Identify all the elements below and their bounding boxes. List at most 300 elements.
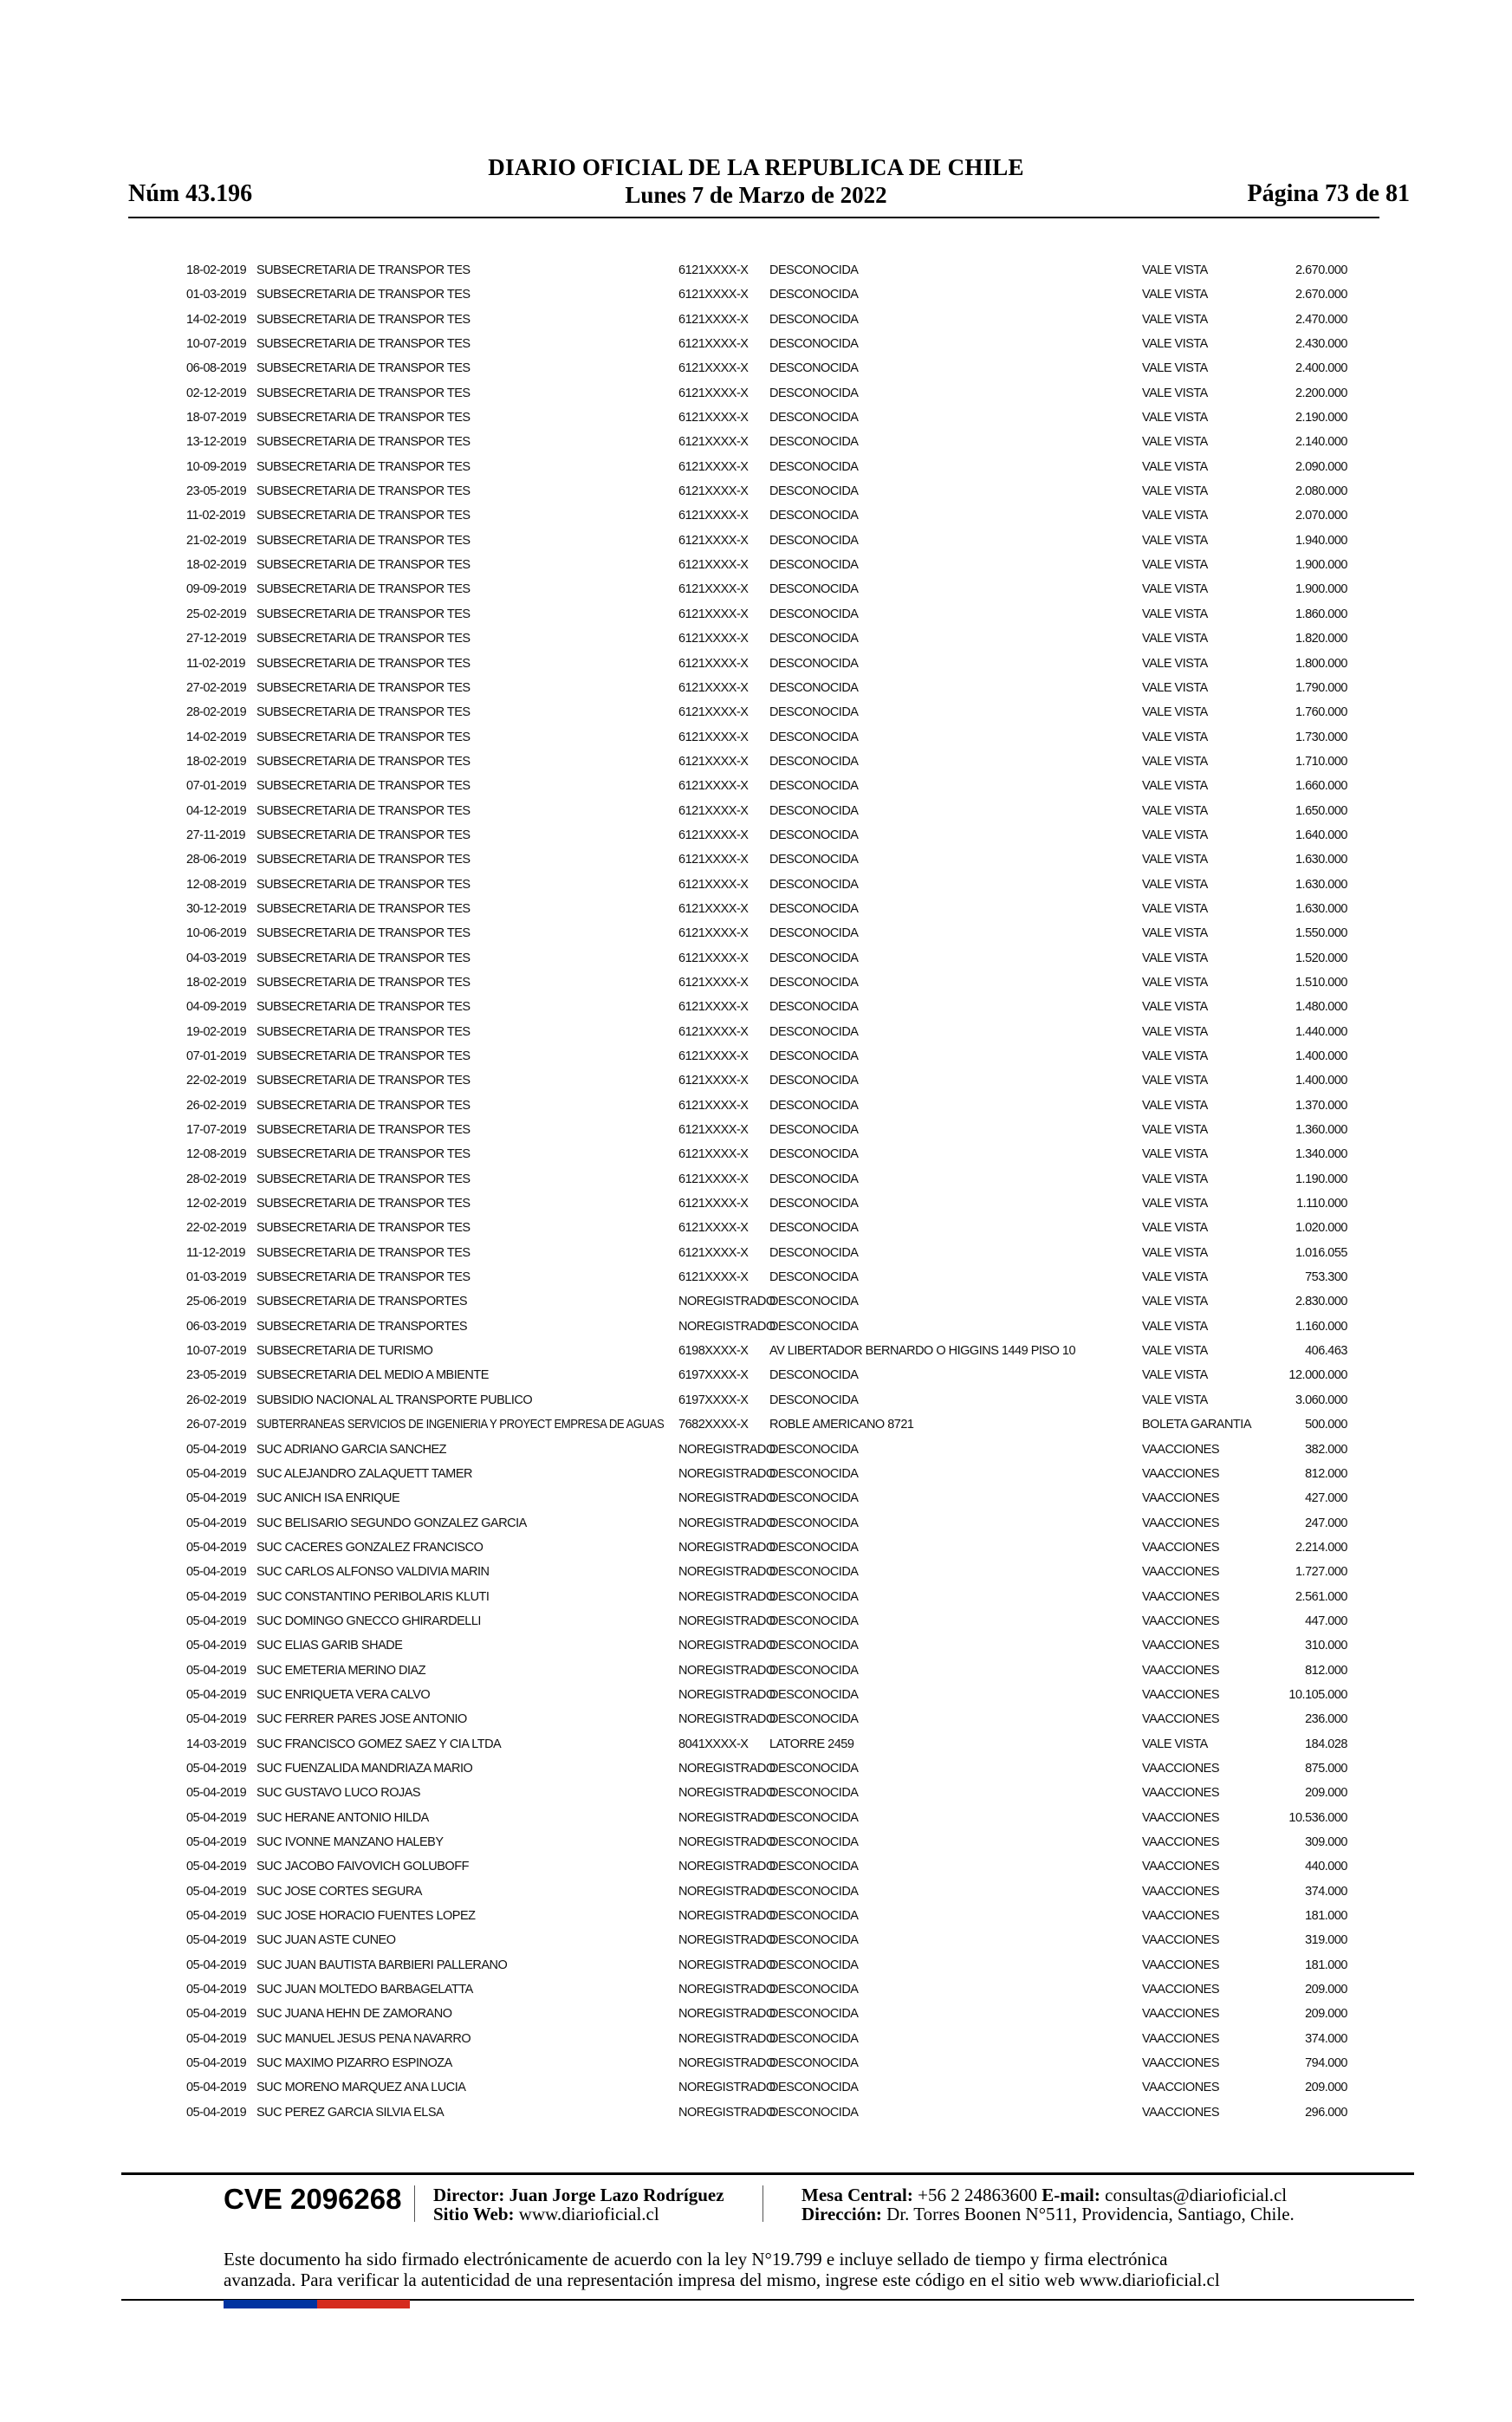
address-cell: DESCONOCIDA [769, 558, 859, 573]
date-cell: 30-12-2019 [186, 901, 247, 916]
table-row [0, 1339, 1512, 1363]
rut-cell: NOREGISTRADO [678, 2031, 775, 2046]
date-cell: 05-04-2019 [186, 1614, 247, 1628]
table-row [0, 774, 1512, 798]
date-cell: 28-02-2019 [186, 705, 247, 720]
amount-cell: 209.000 [1305, 2007, 1347, 2022]
date-cell: 05-04-2019 [186, 2031, 247, 2046]
name-cell: SUBSECRETARIA DE TRANSPOR TES [256, 951, 470, 965]
address-cell: DESCONOCIDA [769, 1540, 859, 1555]
rut-cell: NOREGISTRADO [678, 2007, 775, 2022]
type-cell: VAACCIONES [1142, 1810, 1220, 1825]
name-cell: SUBSECRETARIA DE TRANSPOR TES [256, 435, 470, 450]
name-cell: SUBSECRETARIA DE TRANSPOR TES [256, 411, 470, 425]
amount-cell: 447.000 [1305, 1614, 1347, 1628]
address-cell: DESCONOCIDA [769, 1884, 859, 1899]
date-cell: 05-04-2019 [186, 1466, 247, 1481]
table-row [0, 430, 1512, 454]
amount-cell: 2.561.000 [1295, 1589, 1347, 1604]
name-cell: SUBSECRETARIA DE TRANSPOR TES [256, 705, 470, 720]
rut-cell: NOREGISTRADO [678, 1860, 775, 1874]
date-cell: 12-08-2019 [186, 1147, 247, 1162]
rut-cell: 6121XXXX-X [678, 754, 749, 769]
type-cell: VAACCIONES [1142, 1614, 1220, 1628]
name-cell: SUBSECRETARIA DEL MEDIO A MBIENTE [256, 1368, 489, 1383]
header-divider [128, 217, 1379, 218]
type-cell: VALE VISTA [1142, 877, 1208, 892]
name-cell: SUBSECRETARIA DE TRANSPOR TES [256, 877, 470, 892]
amount-cell: 406.463 [1305, 1344, 1347, 1359]
date-cell: 10-07-2019 [186, 337, 247, 352]
date-cell: 09-09-2019 [186, 582, 247, 597]
amount-cell: 309.000 [1305, 1835, 1347, 1849]
name-cell: SUC ELIAS GARIB SHADE [256, 1639, 403, 1653]
address-cell: DESCONOCIDA [769, 1639, 859, 1653]
address-cell: DESCONOCIDA [769, 951, 859, 965]
email-label: E-mail: [1042, 2185, 1100, 2205]
name-cell: SUBSECRETARIA DE TRANSPORTES [256, 1295, 468, 1309]
name-cell: SUC ENRIQUETA VERA CALVO [256, 1687, 431, 1702]
rut-cell: NOREGISTRADO [678, 1614, 775, 1628]
type-cell: VALE VISTA [1142, 411, 1208, 425]
rut-cell: 6121XXXX-X [678, 680, 749, 695]
date-cell: 27-11-2019 [186, 828, 246, 842]
type-cell: VALE VISTA [1142, 386, 1208, 400]
table-row [0, 577, 1512, 601]
amount-cell: 1.900.000 [1295, 582, 1347, 597]
rut-cell: 6121XXXX-X [678, 1221, 749, 1236]
amount-cell: 1.940.000 [1295, 533, 1347, 548]
table-row [0, 1560, 1512, 1584]
rut-cell: 6121XXXX-X [678, 1270, 749, 1285]
name-cell: SUBSECRETARIA DE TRANSPOR TES [256, 607, 470, 621]
name-cell: SUBSECRETARIA DE TRANSPOR TES [256, 337, 470, 352]
type-cell: VAACCIONES [1142, 1639, 1220, 1653]
amount-cell: 1.630.000 [1295, 901, 1347, 916]
footer-separator [414, 2185, 415, 2222]
date-cell: 18-07-2019 [186, 411, 247, 425]
rut-cell: 6121XXXX-X [678, 1049, 749, 1063]
type-cell: VAACCIONES [1142, 1983, 1220, 1997]
amount-cell: 10.536.000 [1288, 1810, 1347, 1825]
type-cell: VALE VISTA [1142, 484, 1208, 499]
name-cell: SUC ADRIANO GARCIA SANCHEZ [256, 1442, 447, 1457]
type-cell: VALE VISTA [1142, 632, 1208, 646]
amount-cell: 2.214.000 [1295, 1540, 1347, 1555]
table-row [0, 308, 1512, 332]
rut-cell: 6198XXXX-X [678, 1344, 749, 1359]
type-cell: VALE VISTA [1142, 1295, 1208, 1309]
type-cell: VALE VISTA [1142, 901, 1208, 916]
date-cell: 23-05-2019 [186, 484, 247, 499]
flag-blue-segment [224, 2300, 317, 2308]
type-cell: VAACCIONES [1142, 2105, 1220, 2120]
type-cell: VAACCIONES [1142, 1835, 1220, 1849]
amount-cell: 1.710.000 [1295, 754, 1347, 769]
amount-cell: 794.000 [1305, 2056, 1347, 2071]
date-cell: 17-07-2019 [186, 1123, 247, 1138]
address-cell: DESCONOCIDA [769, 754, 859, 769]
address-cell: DESCONOCIDA [769, 1589, 859, 1604]
name-cell: SUBSECRETARIA DE TRANSPOR TES [256, 975, 470, 990]
amount-cell: 296.000 [1305, 2105, 1347, 2120]
type-cell: VALE VISTA [1142, 263, 1208, 277]
rut-cell: 6121XXXX-X [678, 853, 749, 867]
amount-cell: 181.000 [1305, 1958, 1347, 1972]
name-cell: SUC FUENZALIDA MANDRIAZA MARIO [256, 1761, 473, 1776]
amount-cell: 427.000 [1305, 1491, 1347, 1506]
name-cell: SUBSECRETARIA DE TRANSPOR TES [256, 1098, 470, 1113]
date-cell: 11-02-2019 [186, 509, 246, 523]
rut-cell: 7682XXXX-X [678, 1418, 749, 1432]
address-cell: DESCONOCIDA [769, 435, 859, 450]
type-cell: VALE VISTA [1142, 1245, 1208, 1260]
amount-cell: 1.760.000 [1295, 705, 1347, 720]
rut-cell: 6121XXXX-X [678, 263, 749, 277]
type-cell: VALE VISTA [1142, 1368, 1208, 1383]
site-label: Sitio Web: [433, 2204, 515, 2224]
name-cell: SUBSECRETARIA DE TURISMO [256, 1344, 433, 1359]
rut-cell: 6121XXXX-X [678, 337, 749, 352]
type-cell: VALE VISTA [1142, 459, 1208, 474]
amount-cell: 1.520.000 [1295, 951, 1347, 965]
address-cell: DESCONOCIDA [769, 853, 859, 867]
rut-cell: NOREGISTRADO [678, 1491, 775, 1506]
amount-cell: 374.000 [1305, 2031, 1347, 2046]
table-row [0, 873, 1512, 897]
name-cell: SUBSECRETARIA DE TRANSPOR TES [256, 361, 470, 376]
table-row [0, 1928, 1512, 1952]
table-row [0, 700, 1512, 724]
name-cell: SUBSECRETARIA DE TRANSPOR TES [256, 1074, 470, 1088]
type-cell: VALE VISTA [1142, 1270, 1208, 1285]
rut-cell: 6121XXXX-X [678, 533, 749, 548]
address-cell: DESCONOCIDA [769, 680, 859, 695]
amount-cell: 812.000 [1305, 1466, 1347, 1481]
rut-cell: NOREGISTRADO [678, 1835, 775, 1849]
date-cell: 05-04-2019 [186, 1958, 247, 1972]
rut-cell: 6121XXXX-X [678, 730, 749, 744]
address-cell: DESCONOCIDA [769, 2105, 859, 2120]
date-cell: 05-04-2019 [186, 1761, 247, 1776]
name-cell: SUBSECRETARIA DE TRANSPOR TES [256, 1024, 470, 1039]
address-cell: DESCONOCIDA [769, 533, 859, 548]
name-cell: SUC JUAN BAUTISTA BARBIERI PALLERANO [256, 1958, 508, 1972]
cve-code: CVE 2096268 [224, 2183, 402, 2215]
name-cell: SUC JUANA HEHN DE ZAMORANO [256, 2007, 452, 2022]
name-cell: SUBSECRETARIA DE TRANSPOR TES [256, 1245, 470, 1260]
name-cell: SUC PEREZ GARCIA SILVIA ELSA [256, 2105, 445, 2120]
rut-cell: 6121XXXX-X [678, 361, 749, 376]
date-cell: 05-04-2019 [186, 1442, 247, 1457]
rut-cell: 6121XXXX-X [678, 877, 749, 892]
table-row [0, 725, 1512, 750]
address-cell: DESCONOCIDA [769, 1098, 859, 1113]
date-cell: 11-12-2019 [186, 1245, 246, 1260]
date-cell: 05-04-2019 [186, 1663, 247, 1678]
address-cell: DESCONOCIDA [769, 2031, 859, 2046]
address-cell: DESCONOCIDA [769, 632, 859, 646]
address-cell: DESCONOCIDA [769, 1712, 859, 1727]
date-cell: 18-02-2019 [186, 975, 247, 990]
table-row [0, 1241, 1512, 1265]
address-cell: DESCONOCIDA [769, 779, 859, 794]
email-link[interactable]: consultas@diarioficial.cl [1105, 2185, 1288, 2205]
amount-cell: 1.640.000 [1295, 828, 1347, 842]
name-cell: SUBSECRETARIA DE TRANSPOR TES [256, 754, 470, 769]
table-row [0, 1438, 1512, 1462]
mesa-label: Mesa Central: [801, 2185, 913, 2205]
rut-cell: NOREGISTRADO [678, 1786, 775, 1801]
date-cell: 26-02-2019 [186, 1098, 247, 1113]
table-row [0, 1192, 1512, 1216]
amount-cell: 1.360.000 [1295, 1123, 1347, 1138]
date-cell: 14-02-2019 [186, 312, 247, 327]
table-row [0, 2101, 1512, 2125]
type-cell: VALE VISTA [1142, 828, 1208, 842]
amount-cell: 310.000 [1305, 1639, 1347, 1653]
rut-cell: 6121XXXX-X [678, 1245, 749, 1260]
date-cell: 22-02-2019 [186, 1074, 247, 1088]
table-row [0, 282, 1512, 307]
address-cell: DESCONOCIDA [769, 1687, 859, 1702]
table-row [0, 1659, 1512, 1683]
flag-stripe [224, 2300, 410, 2308]
date-cell: 01-03-2019 [186, 1270, 247, 1285]
amount-cell: 1.727.000 [1295, 1565, 1347, 1580]
amount-cell: 2.430.000 [1295, 337, 1347, 352]
type-cell: VAACCIONES [1142, 1860, 1220, 1874]
amount-cell: 2.080.000 [1295, 484, 1347, 499]
date-cell: 27-02-2019 [186, 680, 247, 695]
rut-cell: 6121XXXX-X [678, 1024, 749, 1039]
address-cell: DESCONOCIDA [769, 1000, 859, 1015]
amount-cell: 236.000 [1305, 1712, 1347, 1727]
table-row [0, 1289, 1512, 1314]
table-row [0, 503, 1512, 528]
name-cell: SUBSECRETARIA DE TRANSPOR TES [256, 1221, 470, 1236]
date-cell: 05-04-2019 [186, 1884, 247, 1899]
amount-cell: 382.000 [1305, 1442, 1347, 1457]
date-cell: 04-09-2019 [186, 1000, 247, 1015]
name-cell: SUBSECRETARIA DE TRANSPORTES [256, 1319, 468, 1334]
date-cell: 22-02-2019 [186, 1221, 247, 1236]
rut-cell: 6121XXXX-X [678, 582, 749, 597]
address-cell: DESCONOCIDA [769, 1761, 859, 1776]
table-row [0, 1315, 1512, 1339]
address-cell: DESCONOCIDA [769, 803, 859, 818]
address-cell: DESCONOCIDA [769, 1221, 859, 1236]
date-cell: 13-12-2019 [186, 435, 247, 450]
rut-cell: 6121XXXX-X [678, 484, 749, 499]
table-row [0, 1486, 1512, 1510]
table-row [0, 1806, 1512, 1830]
rut-cell: 6197XXXX-X [678, 1393, 749, 1407]
type-cell: VALE VISTA [1142, 435, 1208, 450]
rut-cell: NOREGISTRADO [678, 1516, 775, 1530]
name-cell: SUBSECRETARIA DE TRANSPOR TES [256, 632, 470, 646]
date-cell: 10-06-2019 [186, 926, 247, 941]
rut-cell: 6121XXXX-X [678, 1197, 749, 1211]
date-cell: 05-04-2019 [186, 2007, 247, 2022]
address-cell: DESCONOCIDA [769, 730, 859, 744]
table-row [0, 1462, 1512, 1486]
address-cell: LATORRE 2459 [769, 1737, 854, 1751]
address-cell: DESCONOCIDA [769, 411, 859, 425]
address-cell: DESCONOCIDA [769, 1245, 859, 1260]
rut-cell: NOREGISTRADO [678, 1663, 775, 1678]
table-row [0, 995, 1512, 1019]
table-row [0, 2027, 1512, 2051]
name-cell: SUBSECRETARIA DE TRANSPOR TES [256, 1049, 470, 1063]
rut-cell: 6121XXXX-X [678, 435, 749, 450]
rut-cell: 6121XXXX-X [678, 656, 749, 671]
date-cell: 27-12-2019 [186, 632, 247, 646]
type-cell: VALE VISTA [1142, 1319, 1208, 1334]
address-cell: DESCONOCIDA [769, 1983, 859, 1997]
type-cell: VAACCIONES [1142, 1540, 1220, 1555]
type-cell: VALE VISTA [1142, 951, 1208, 965]
date-cell: 05-04-2019 [186, 1687, 247, 1702]
date-cell: 05-04-2019 [186, 1933, 247, 1948]
site-link[interactable]: www.diarioficial.cl [518, 2204, 659, 2224]
date-cell: 05-04-2019 [186, 1983, 247, 1997]
address-cell: DESCONOCIDA [769, 1270, 859, 1285]
rut-cell: 6121XXXX-X [678, 632, 749, 646]
table-row [0, 1854, 1512, 1879]
table-row [0, 1068, 1512, 1093]
amount-cell: 1.370.000 [1295, 1098, 1347, 1113]
name-cell: SUBSECRETARIA DE TRANSPOR TES [256, 288, 470, 302]
date-cell: 18-02-2019 [186, 754, 247, 769]
type-cell: VALE VISTA [1142, 558, 1208, 573]
name-cell: SUBSECRETARIA DE TRANSPOR TES [256, 386, 470, 400]
date-cell: 14-03-2019 [186, 1737, 247, 1751]
table-row [0, 1880, 1512, 1904]
rut-cell: NOREGISTRADO [678, 1810, 775, 1825]
table-row [0, 406, 1512, 430]
type-cell: VALE VISTA [1142, 730, 1208, 744]
address-cell: DESCONOCIDA [769, 1491, 859, 1506]
address-label: Dirección: [801, 2204, 882, 2224]
type-cell: VAACCIONES [1142, 2056, 1220, 2071]
table-row [0, 602, 1512, 627]
address-cell: DESCONOCIDA [769, 656, 859, 671]
table-row [0, 455, 1512, 479]
amount-cell: 2.830.000 [1295, 1295, 1347, 1309]
amount-cell: 2.200.000 [1295, 386, 1347, 400]
type-cell: VALE VISTA [1142, 361, 1208, 376]
date-cell: 05-04-2019 [186, 1860, 247, 1874]
rut-cell: 6121XXXX-X [678, 975, 749, 990]
date-cell: 05-04-2019 [186, 1786, 247, 1801]
name-cell: SUBSECRETARIA DE TRANSPOR TES [256, 263, 470, 277]
amount-cell: 374.000 [1305, 1884, 1347, 1899]
amount-cell: 753.300 [1305, 1270, 1347, 1285]
name-cell: SUC MAXIMO PIZARRO ESPINOZA [256, 2056, 452, 2071]
table-row [0, 1388, 1512, 1412]
amount-cell: 1.630.000 [1295, 877, 1347, 892]
address-cell: DESCONOCIDA [769, 1516, 859, 1530]
date-cell: 05-04-2019 [186, 1491, 247, 1506]
amount-cell: 1.400.000 [1295, 1074, 1347, 1088]
address-cell: DESCONOCIDA [769, 337, 859, 352]
page-indicator: Página 73 de 81 [1247, 180, 1410, 207]
table-row [0, 1585, 1512, 1609]
rut-cell: NOREGISTRADO [678, 1589, 775, 1604]
type-cell: VAACCIONES [1142, 1933, 1220, 1948]
name-cell: SUBSECRETARIA DE TRANSPOR TES [256, 1000, 470, 1015]
rut-cell: NOREGISTRADO [678, 1958, 775, 1972]
name-cell: SUBSECRETARIA DE TRANSPOR TES [256, 1147, 470, 1162]
name-cell: SUC HERANE ANTONIO HILDA [256, 1810, 429, 1825]
rut-cell: 6121XXXX-X [678, 1074, 749, 1088]
table-row [0, 332, 1512, 356]
rut-cell: NOREGISTRADO [678, 1687, 775, 1702]
type-cell: VAACCIONES [1142, 1491, 1220, 1506]
type-cell: VALE VISTA [1142, 754, 1208, 769]
table-row [0, 1511, 1512, 1536]
legal-line: Este documento ha sido firmado electrónicamente de acuerdo con la ley N°19.799 e incluye sellado de tiempo y firma electrónica [224, 2249, 1168, 2269]
name-cell: SUBSECRETARIA DE TRANSPOR TES [256, 779, 470, 794]
name-cell: SUBSECRETARIA DE TRANSPOR TES [256, 558, 470, 573]
table-row [0, 921, 1512, 945]
table-row [0, 750, 1512, 774]
amount-cell: 181.000 [1305, 1909, 1347, 1924]
table-row [0, 1756, 1512, 1781]
amount-cell: 209.000 [1305, 2081, 1347, 2095]
amount-cell: 2.670.000 [1295, 263, 1347, 277]
name-cell: SUC CARLOS ALFONSO VALDIVIA MARIN [256, 1565, 490, 1580]
rut-cell: NOREGISTRADO [678, 2056, 775, 2071]
date-cell: 05-04-2019 [186, 1835, 247, 1849]
address-cell: DESCONOCIDA [769, 1074, 859, 1088]
type-cell: VAACCIONES [1142, 1909, 1220, 1924]
table-row [0, 1118, 1512, 1142]
date-cell: 12-08-2019 [186, 877, 247, 892]
amount-cell: 1.730.000 [1295, 730, 1347, 744]
amount-cell: 1.660.000 [1295, 779, 1347, 794]
rut-cell: NOREGISTRADO [678, 1442, 775, 1457]
rut-cell: NOREGISTRADO [678, 1712, 775, 1727]
contact-block [801, 2185, 1295, 2224]
name-cell: SUBTERRANEAS SERVICIOS DE INGENIERIA Y PROYECT EMPRESA DE AGUAS [256, 1418, 665, 1432]
amount-cell: 1.110.000 [1296, 1197, 1347, 1211]
type-cell: VAACCIONES [1142, 1466, 1220, 1481]
flag-red-segment [317, 2300, 410, 2308]
amount-cell: 1.400.000 [1295, 1049, 1347, 1063]
rut-cell: NOREGISTRADO [678, 1761, 775, 1776]
rut-cell: 6121XXXX-X [678, 779, 749, 794]
type-cell: VALE VISTA [1142, 680, 1208, 695]
issue-number: Núm 43.196 [128, 180, 253, 207]
date-cell: 05-04-2019 [186, 2081, 247, 2095]
rut-cell: NOREGISTRADO [678, 1983, 775, 1997]
type-cell: VALE VISTA [1142, 1024, 1208, 1039]
amount-cell: 1.800.000 [1295, 656, 1347, 671]
address-cell: DESCONOCIDA [769, 2081, 859, 2095]
table-row [0, 946, 1512, 971]
date-cell: 07-01-2019 [186, 779, 247, 794]
rut-cell: NOREGISTRADO [678, 1565, 775, 1580]
amount-cell: 2.140.000 [1295, 435, 1347, 450]
date-cell: 18-02-2019 [186, 263, 247, 277]
amount-cell: 2.070.000 [1295, 509, 1347, 523]
date-cell: 05-04-2019 [186, 1516, 247, 1530]
name-cell: SUC MANUEL JESUS PENA NAVARRO [256, 2031, 471, 2046]
address-cell: DESCONOCIDA [769, 901, 859, 916]
rut-cell: NOREGISTRADO [678, 1909, 775, 1924]
